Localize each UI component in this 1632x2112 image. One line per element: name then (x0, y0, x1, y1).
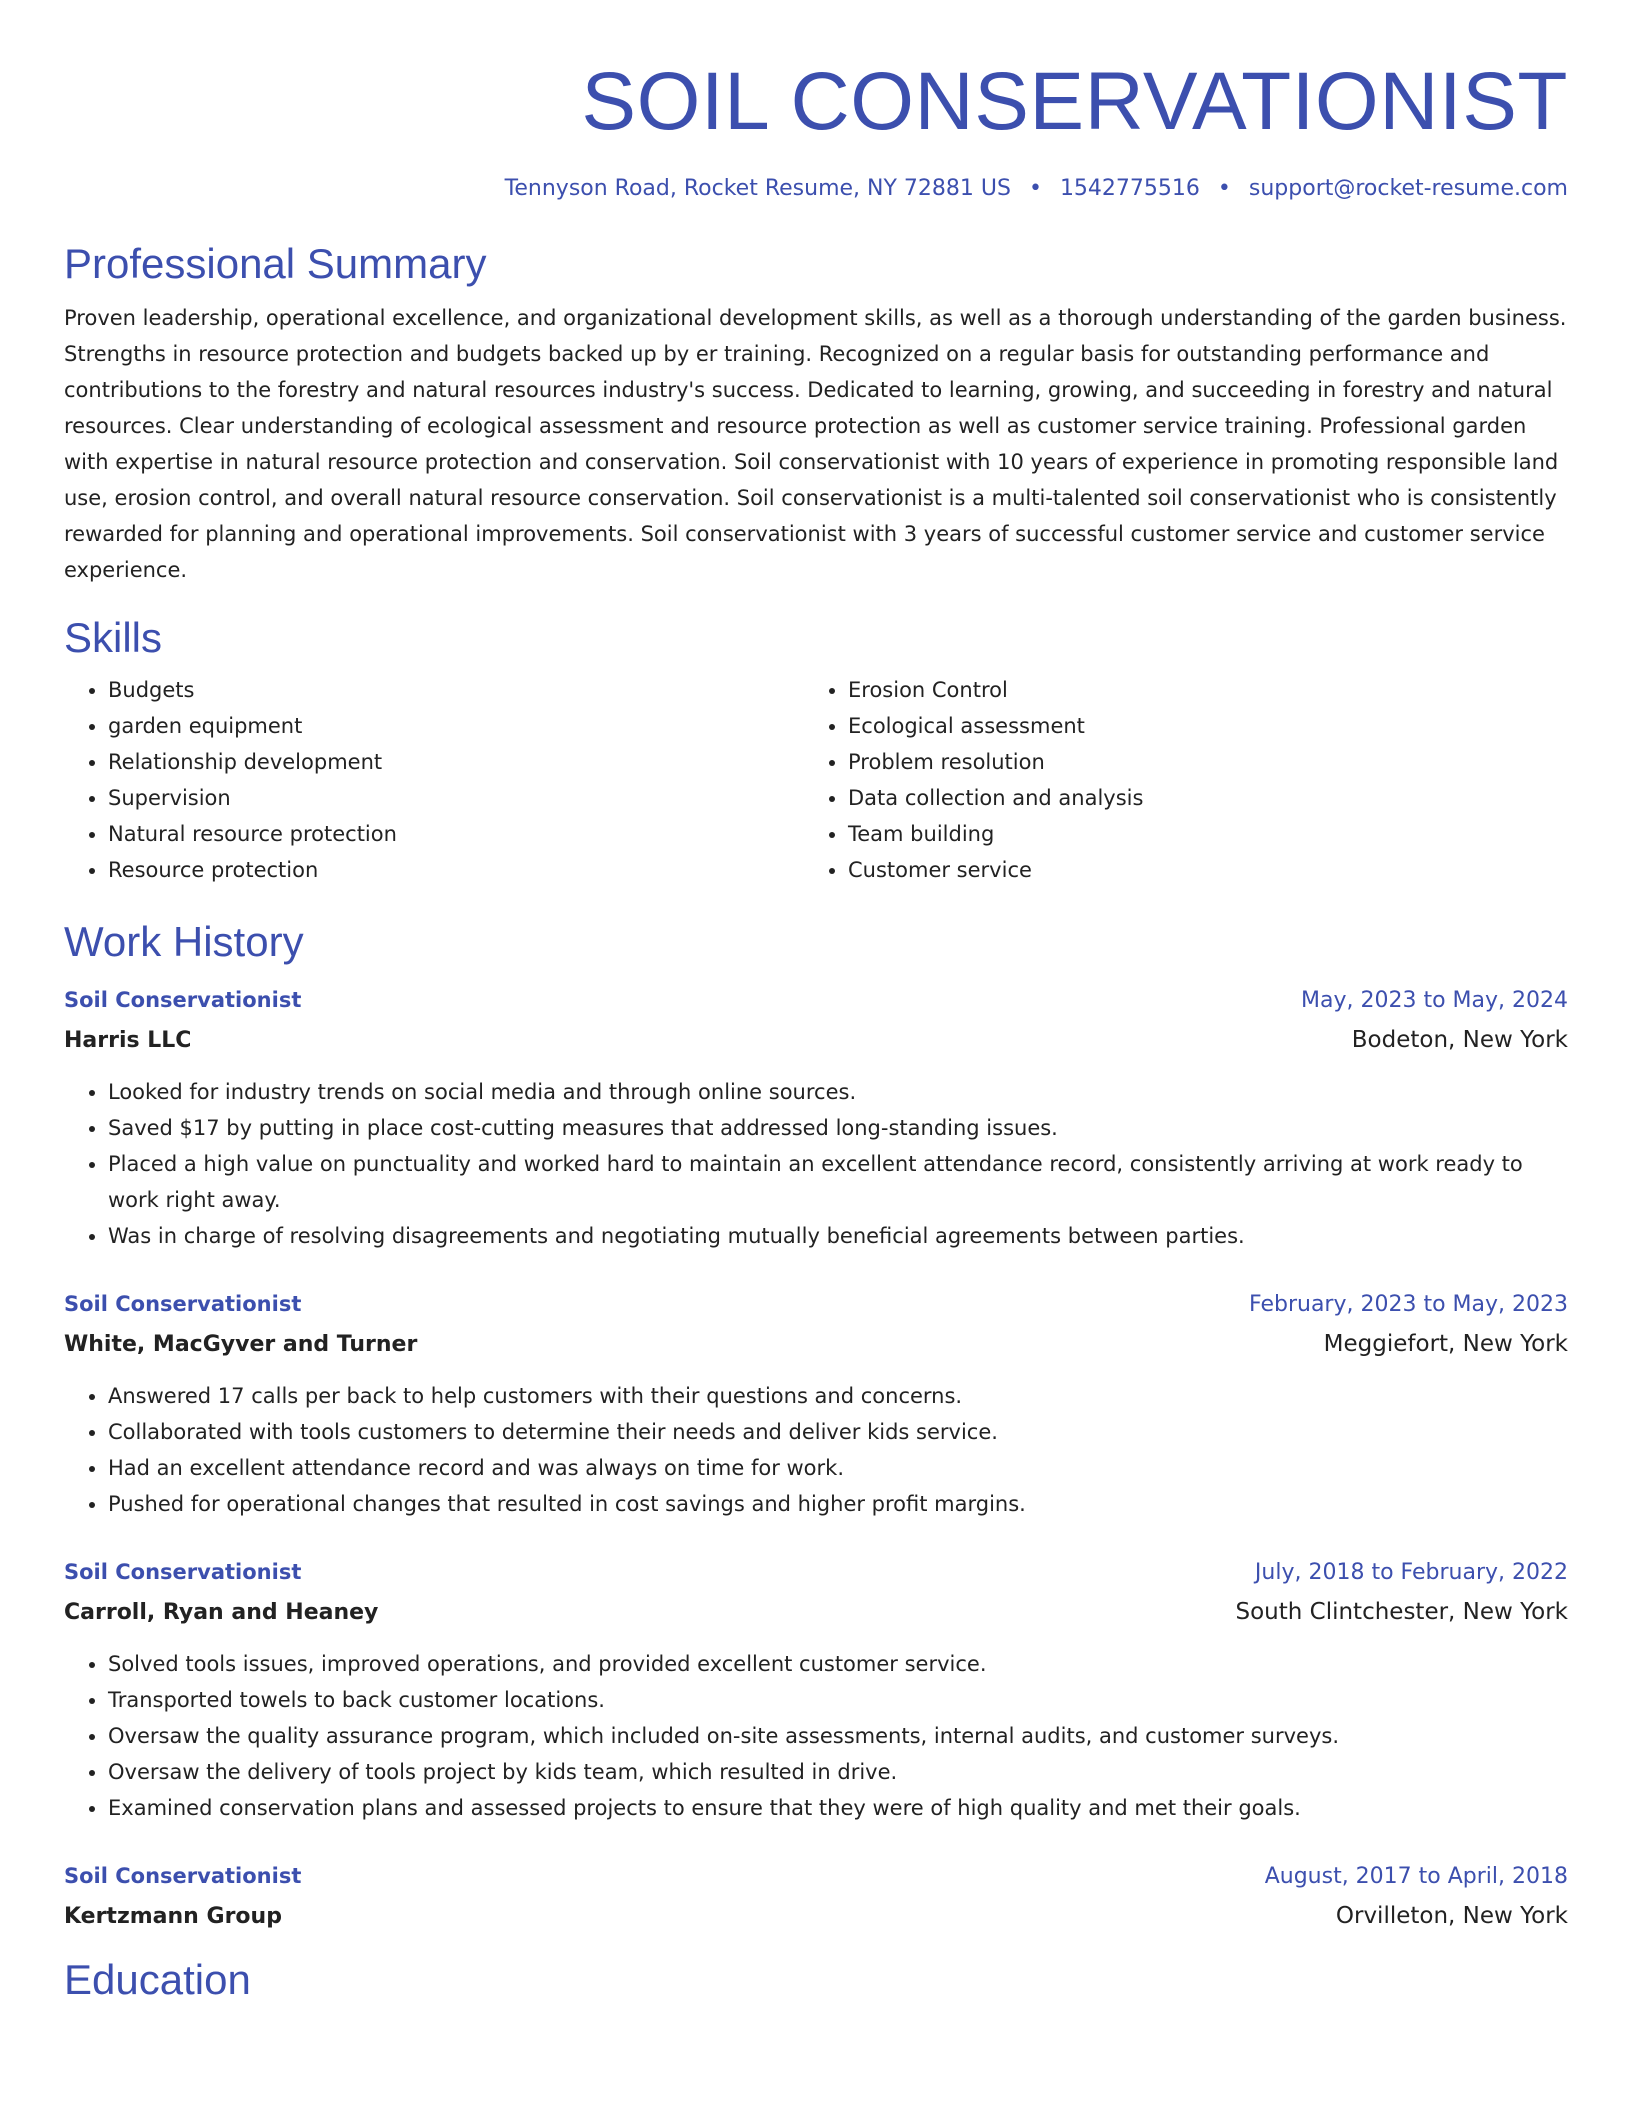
contact-address: Tennyson Road, Rocket Resume, NY 72881 US (504, 176, 1011, 201)
skill-item: • garden equipment (108, 708, 804, 744)
skills-columns (64, 672, 1568, 888)
education-heading: Education (64, 1956, 251, 2003)
skill-item: • Problem resolution (848, 744, 1544, 780)
work-history-heading: Work History (64, 918, 304, 965)
summary-text: Proven leadership, operational excellence, and organizational development skills, as well as a thorough understanding of the garden business. Strengths in resource protection and budgets backed up by er training. Recognized on a regular basis for outstanding performance and contributions to the forestry and natural resources industry's success. Dedicated to learning, growing, and succeeding in forestry and natural resources. Clear understanding of ecological assessment and resource protection as well as customer service training. Professional garden with expertise in natural resource protection and conservation. Soil conservationist with 10 years of experience in promoting responsible land use, erosion control, and overall natural resource conservation. Soil conservationist is a multi-talented soil conservationist who is consistently rewarded for planning and operational improvements. Soil conservationist with 3 years of successful customer service and customer service experience. (64, 306, 1567, 582)
skill-item: • Budgets (108, 672, 804, 708)
job-header-row (64, 1284, 1568, 1325)
job-company-row (64, 1325, 1568, 1364)
job-dates: July, 2018 to February, 2022 (1254, 1560, 1568, 1585)
job-title: Soil Conservationist (64, 1560, 302, 1584)
job-location: Meggiefort, New York (1323, 1331, 1568, 1357)
job-entry (64, 1284, 1568, 1522)
resume-page (64, 0, 1568, 2006)
job-header-row (64, 980, 1568, 1021)
job-bullet: • Transported towels to back customer locations. (108, 1682, 1568, 1718)
skill-item: • Ecological assessment (848, 708, 1544, 744)
resume-header (64, 0, 1568, 204)
job-company: Carroll, Ryan and Heaney (64, 1600, 379, 1625)
job-company: Harris LLC (64, 1028, 192, 1053)
job-company-row (64, 1897, 1568, 1936)
contact-separator: • (1028, 176, 1042, 201)
skills-list-right (804, 672, 1544, 888)
skill-item: • Natural resource protection (108, 816, 804, 852)
job-bullets (64, 1074, 1568, 1254)
contact-separator: • (1217, 176, 1231, 201)
job-location: Orvilleton, New York (1335, 1903, 1568, 1929)
skill-item: • Relationship development (108, 744, 804, 780)
job-entry (64, 1552, 1568, 1826)
contact-phone: 1542775516 (1059, 176, 1200, 201)
job-bullet: • Looked for industry trends on social media and through online sources. (108, 1074, 1568, 1110)
job-bullet: • Solved tools issues, improved operations, and provided excellent customer service. (108, 1646, 1568, 1682)
job-bullets (64, 1646, 1568, 1826)
skill-item: • Erosion Control (848, 672, 1544, 708)
job-bullet: • Had an excellent attendance record and was always on time for work. (108, 1450, 1568, 1486)
job-title: Soil Conservationist (64, 1292, 302, 1316)
job-company: Kertzmann Group (64, 1904, 282, 1929)
job-company: White, MacGyver and Turner (64, 1332, 418, 1357)
job-company-row (64, 1593, 1568, 1632)
skill-item: • Customer service (848, 852, 1544, 888)
job-header-row (64, 1552, 1568, 1593)
job-bullet: • Collaborated with tools customers to determine their needs and deliver kids service. (108, 1414, 1568, 1450)
candidate-title: SOIL CONSERVATIONIST (581, 56, 1568, 147)
job-location: South Clintchester, New York (1235, 1599, 1568, 1625)
contact-line (64, 174, 1568, 204)
job-bullet: • Oversaw the delivery of tools project by kids team, which resulted in drive. (108, 1754, 1568, 1790)
job-entry (64, 980, 1568, 1254)
skill-item: • Data collection and analysis (848, 780, 1544, 816)
job-dates: May, 2023 to May, 2024 (1301, 988, 1568, 1013)
contact-email: support@rocket-resume.com (1248, 176, 1568, 201)
job-dates: February, 2023 to May, 2023 (1249, 1292, 1568, 1317)
job-bullet: • Oversaw the quality assurance program, which included on-site assessments, internal audits, and customer surveys. (108, 1718, 1568, 1754)
job-title: Soil Conservationist (64, 988, 302, 1012)
summary-heading: Professional Summary (64, 240, 487, 287)
skill-item: • Supervision (108, 780, 804, 816)
job-location: Bodeton, New York (1351, 1027, 1568, 1053)
job-bullet: • Saved $17 by putting in place cost-cutting measures that addressed long-standing issues. (108, 1110, 1568, 1146)
job-bullet: • Pushed for operational changes that resulted in cost savings and higher profit margins. (108, 1486, 1568, 1522)
skills-list-left (64, 672, 804, 888)
skills-heading: Skills (64, 614, 163, 661)
job-bullets (64, 1378, 1568, 1522)
skill-item: • Team building (848, 816, 1544, 852)
job-bullet: • Was in charge of resolving disagreements and negotiating mutually beneficial agreements between parties. (108, 1218, 1568, 1254)
job-title: Soil Conservationist (64, 1864, 302, 1888)
job-bullet: • Examined conservation plans and assessed projects to ensure that they were of high quality and met their goals. (108, 1790, 1568, 1826)
skill-item: • Resource protection (108, 852, 804, 888)
job-company-row (64, 1021, 1568, 1060)
job-bullet: • Placed a high value on punctuality and worked hard to maintain an excellent attendance record, consistently arriving at work ready to work right away. (108, 1146, 1568, 1218)
job-bullet: • Answered 17 calls per back to help customers with their questions and concerns. (108, 1378, 1568, 1414)
job-entry (64, 1856, 1568, 1936)
job-header-row (64, 1856, 1568, 1897)
job-dates: August, 2017 to April, 2018 (1264, 1864, 1568, 1889)
